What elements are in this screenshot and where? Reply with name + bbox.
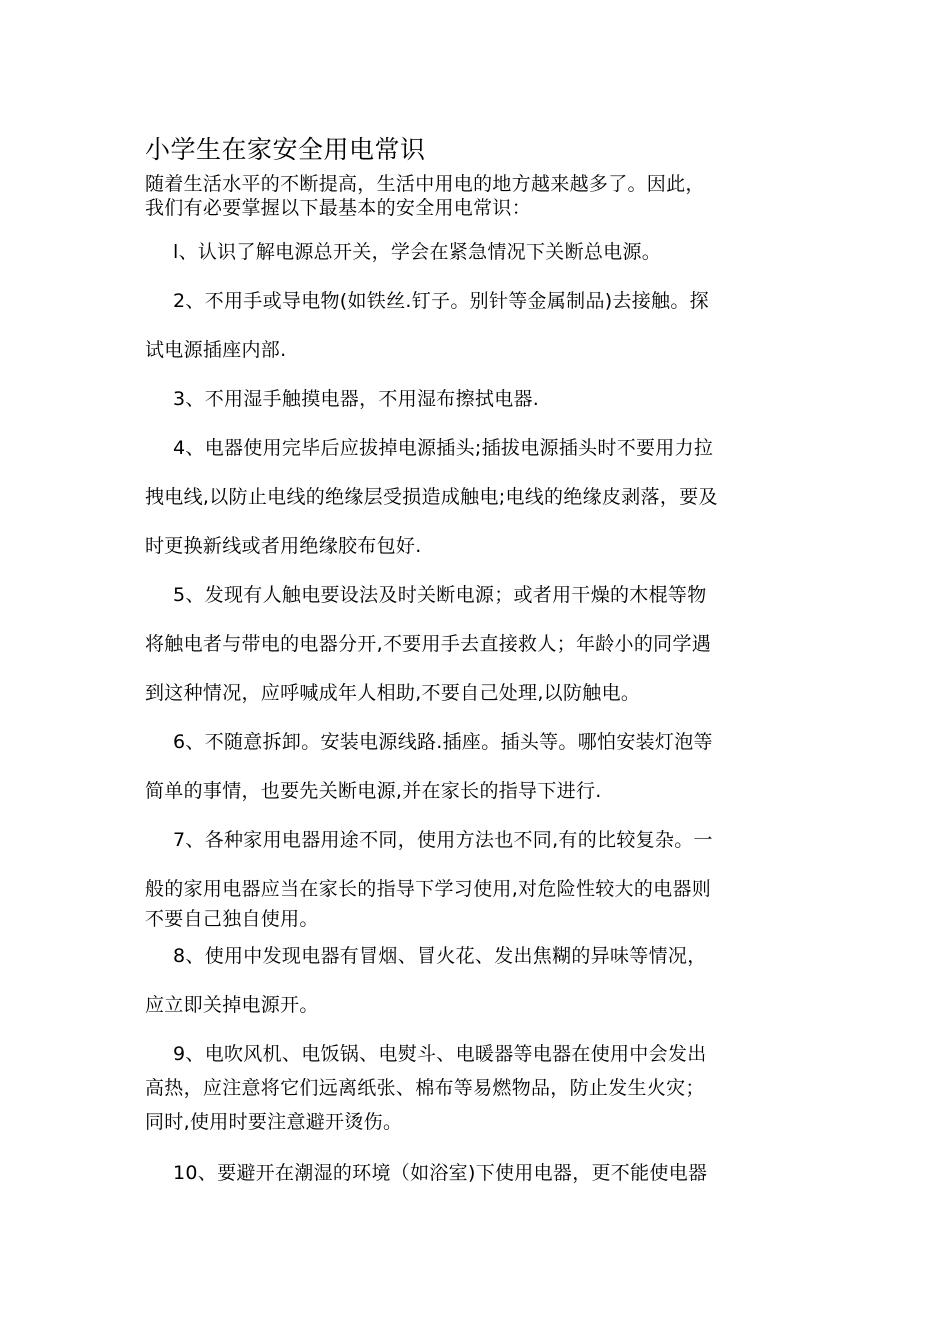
item-line: 同时,使用时要注意避开烫伤。 <box>145 1111 403 1133</box>
item-line: 8、使用中发现电器有冒烟、冒火花、发出焦糊的异味等情况， <box>173 945 707 967</box>
safety-item-5 <box>145 571 810 718</box>
item-line: 9、电吹风机、电饭锅、电熨斗、电暖器等电器在使用中会发出 <box>173 1043 707 1065</box>
item-line: 将触电者与带电的电器分开,不要用手去直接救人；年龄小的同学遇 <box>145 633 712 655</box>
intro-line: 随着生活水平的不断提高，生活中用电的地方越来越多了。因此， <box>145 173 705 195</box>
item-line: 不要自己独自使用。 <box>145 908 319 930</box>
safety-item-4 <box>145 424 810 571</box>
item-line: 3、不用湿手触摸电器，不用湿布擦拭电器. <box>173 388 540 410</box>
safety-item-6 <box>145 718 810 816</box>
intro-paragraph <box>145 172 810 220</box>
item-line: 5、发现有人触电要设法及时关断电源；或者用干燥的木棍等物 <box>173 584 707 606</box>
safety-item-3 <box>145 375 810 424</box>
item-line: 应立即关掉电源开。 <box>145 994 319 1016</box>
item-line: 简单的事情，也要先关断电源,并在家长的指导下进行. <box>145 780 602 802</box>
intro-line: 我们有必要掌握以下最基本的安全用电常识： <box>145 197 532 219</box>
document-content <box>145 128 810 1198</box>
item-line: 高热，应注意将它们远离纸张、棉布等易燃物品，防止发生火灾； <box>145 1077 705 1099</box>
safety-item-7 <box>145 816 810 932</box>
item-line: 拽电线,以防止电线的绝缘层受损造成触电;电线的绝缘皮剥落，要及 <box>145 486 718 508</box>
item-line: l、认识了解电源总开关，学会在紧急情况下关断总电源。 <box>173 241 662 263</box>
item-line: 试电源插座内部. <box>145 339 287 361</box>
document-title: 小学生在家安全用电常识 <box>145 135 426 164</box>
item-line: 6、不随意拆卸。安装电源线路.插座。插头等。哪怕安装灯泡等 <box>173 731 713 753</box>
item-line: 时更换新线或者用绝缘胶布包好. <box>145 535 422 557</box>
item-line: 般的家用电器应当在家长的指导下学习使用,对危险性较大的电器则 <box>145 878 712 900</box>
item-line: 2、不用手或导电物(如铁丝.钉子。别针等金属制品)去接触。探 <box>173 290 709 312</box>
safety-item-1 <box>145 228 810 277</box>
item-line: 7、各种家用电器用途不同，使用方法也不同,有的比较复杂。一 <box>173 829 713 851</box>
safety-item-9 <box>145 1030 810 1139</box>
item-line: 到这种情况，应呼喊成年人相助,不要自己处理,以防触电。 <box>145 682 641 704</box>
item-line: 10、要避开在潮湿的环境（如浴室)下使用电器，更不能使电器 <box>173 1162 708 1184</box>
safety-item-8 <box>145 932 810 1030</box>
safety-item-10 <box>145 1149 810 1198</box>
item-line: 4、电器使用完毕后应拔掉电源插头;插拔电源插头时不要用力拉 <box>173 437 714 459</box>
safety-item-2 <box>145 277 810 375</box>
